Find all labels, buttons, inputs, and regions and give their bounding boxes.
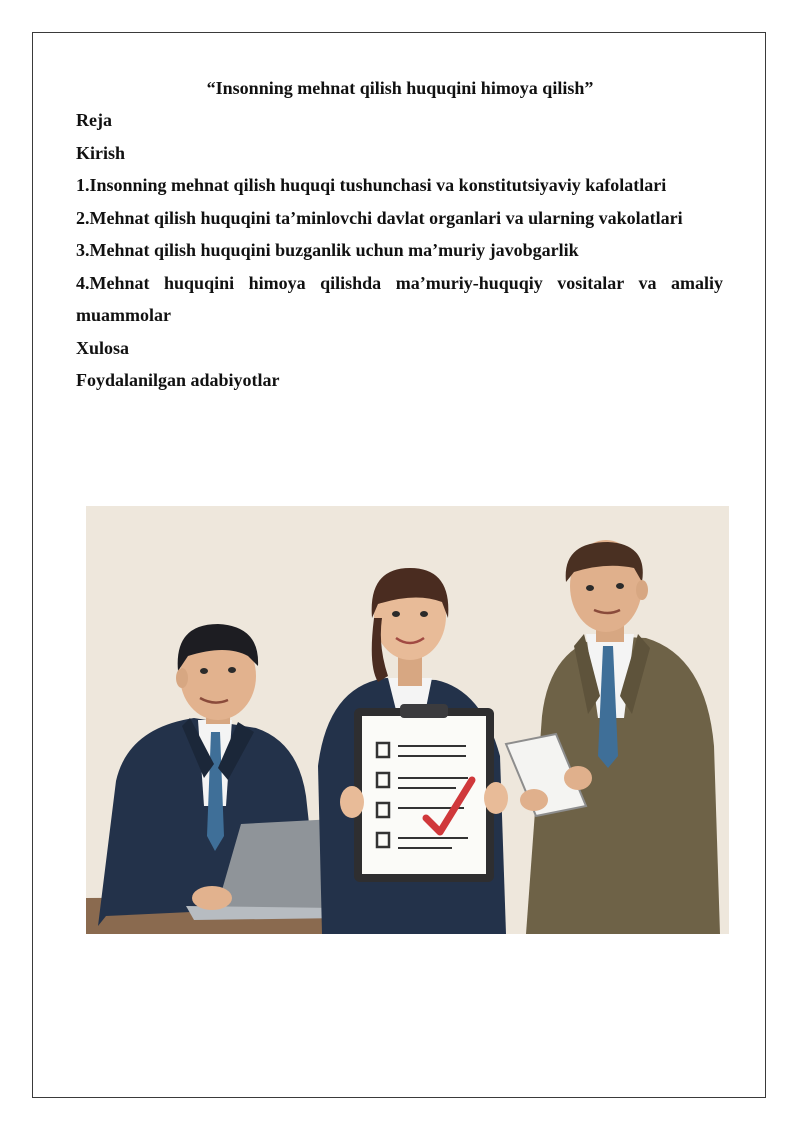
intro-item: Kirish [76,143,126,163]
references-item: Foydalanilgan adabiyotlar [76,370,280,390]
business-team-illustration [86,506,729,934]
document-title: “Insonning mehnat qilish huquqini himoya qilish” [206,78,594,98]
checklist-clipboard [340,704,508,882]
plan-heading: Reja [76,110,112,130]
plan-item-4-continuation: muammolar [76,305,171,325]
conclusion-item: Xulosa [76,338,130,358]
plan-item-4: 4.Mehnat huquqini himoya qilishda ma’muriy-huquqiy vositalar va amaliy [76,273,723,293]
plan-item-3: 3.Mehnat qilish huquqini buzganlik uchun ma’muriy javobgarlik [76,240,579,260]
plan-item-1: 1.Insonning mehnat qilish huquqi tushunchasi va konstitutsiyaviy kafolatlari [76,175,667,195]
plan-item-2: 2.Mehnat qilish huquqini ta’minlovchi davlat organlari va ularning vakolatlari [76,208,683,228]
